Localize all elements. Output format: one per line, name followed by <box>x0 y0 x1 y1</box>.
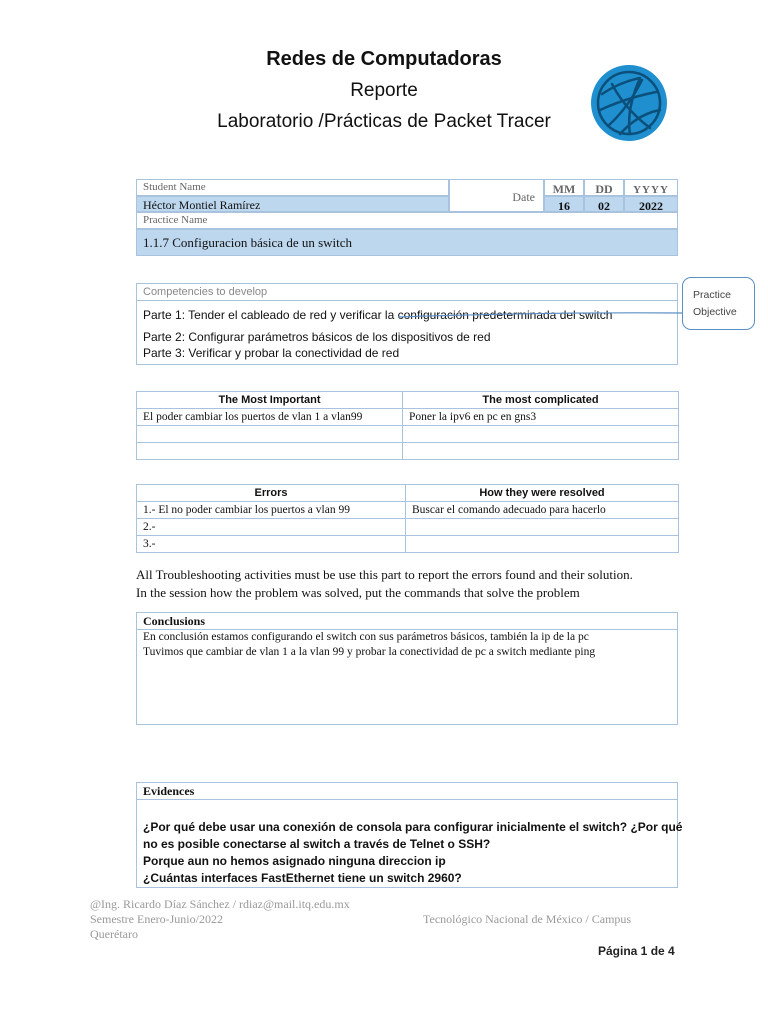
important-table <box>136 391 679 460</box>
column-header: Errors <box>137 485 406 502</box>
table-row <box>137 443 679 460</box>
evidence-line: no es posible conectarse al switch a través de Telnet o SSH? <box>143 837 491 851</box>
month-value: 16 <box>558 199 570 213</box>
table-row <box>137 502 679 519</box>
table-cell: Poner la ipv6 en pc en gns3 <box>403 409 679 426</box>
table-cell <box>137 443 403 460</box>
conclusion-line: Tuvimos que cambiar de vlan 1 a la vlan 99 y probar la conectividad de pc a switch mediante ping <box>143 646 596 658</box>
year-label: YYYY <box>633 184 669 196</box>
practice-name-cell <box>136 229 678 256</box>
student-name-value: Héctor Montiel Ramírez <box>143 198 261 212</box>
troubleshooting-note: All Troubleshooting activities must be use this part to report the errors found and their solution. <box>136 567 633 582</box>
date-label-cell <box>449 179 544 212</box>
table-cell <box>137 426 403 443</box>
conclusions-box <box>136 612 678 725</box>
student-info-table <box>136 179 678 256</box>
competency-line: Parte 3: Verificar y probar la conectividad de red <box>143 346 400 360</box>
table-row <box>137 409 679 426</box>
month-label: MM <box>552 182 576 196</box>
troubleshooting-note: In the session how the problem was solved, put the commands that solve the problem <box>136 585 580 600</box>
table-cell: El poder cambiar los puertos de vlan 1 a vlan99 <box>137 409 403 426</box>
footer-author: @Ing. Ricardo Díaz Sánchez / rdiaz@mail.itq.edu.mx <box>90 897 350 911</box>
conclusions-label: Conclusions <box>137 613 677 630</box>
lab-title: Laboratorio /Prácticas de Packet Tracer <box>217 111 551 132</box>
footer-city: Querétaro <box>90 927 138 941</box>
day-label-cell <box>584 179 624 196</box>
conclusion-line: En conclusión estamos configurando el switch con sus parámetros básicos, también la ip de la pc <box>143 631 589 643</box>
document-title: Redes de Computadoras <box>266 48 502 70</box>
student-name-label: Student Name <box>143 181 206 193</box>
network-globe-logo-icon <box>590 64 668 142</box>
table-cell: Buscar el comando adecuado para hacerlo <box>406 502 679 519</box>
year-label-cell <box>624 179 678 196</box>
table-header-row <box>137 392 679 409</box>
evidence-line: ¿Por qué debe usar una conexión de consola para configurar inicialmente el switch? ¿Por qué <box>143 820 683 834</box>
column-header: How they were resolved <box>406 485 679 502</box>
callout-connector-line <box>395 303 685 323</box>
competency-line: Parte 1: Tender el cableado de red y verificar la configuración predeterminada del switch <box>143 308 613 322</box>
table-cell <box>406 536 679 553</box>
date-label: Date <box>512 190 535 204</box>
year-cell <box>624 196 678 212</box>
month-label-cell <box>544 179 584 196</box>
practice-label-cell <box>136 212 678 229</box>
footer-semester: Semestre Enero-Junio/2022 <box>90 912 223 926</box>
competency-line: Parte 2: Configurar parámetros básicos de los dispositivos de red <box>143 330 491 344</box>
table-cell <box>403 426 679 443</box>
table-cell <box>403 443 679 460</box>
table-row <box>137 519 679 536</box>
callout-line: Practice <box>693 289 731 301</box>
year-value: 2022 <box>639 199 663 213</box>
day-label: DD <box>595 182 613 196</box>
column-header: The Most Important <box>137 392 403 409</box>
month-cell <box>544 196 584 212</box>
evidences-box <box>136 782 683 888</box>
practice-name-label: Practice Name <box>143 214 208 226</box>
table-cell: 3.- <box>137 536 406 553</box>
day-value: 02 <box>598 199 610 213</box>
competencies-label: Competencies to develop <box>137 284 677 301</box>
evidence-line: Porque aun no hemos asignado ninguna direccion ip <box>143 854 446 868</box>
table-row <box>137 536 679 553</box>
table-cell <box>406 519 679 536</box>
column-header: The most complicated <box>403 392 679 409</box>
document-subtitle: Reporte <box>350 80 418 101</box>
evidences-label: Evidences <box>137 783 677 800</box>
table-cell: 2.- <box>137 519 406 536</box>
table-row <box>137 426 679 443</box>
evidence-line: ¿Cuántas interfaces FastEthernet tiene un switch 2960? <box>143 871 462 885</box>
footer-institution: Tecnológico Nacional de México / Campus <box>423 912 632 926</box>
table-header-row <box>137 485 679 502</box>
student-name-cell <box>136 196 449 212</box>
practice-objective-callout <box>682 277 755 330</box>
callout-line: Objective <box>693 306 737 318</box>
competencies-box <box>136 283 678 365</box>
table-cell: 1.- El no poder cambiar los puertos a vlan 99 <box>137 502 406 519</box>
practice-name-value: 1.1.7 Configuracion básica de un switch <box>143 235 353 250</box>
errors-table <box>136 484 679 553</box>
day-cell <box>584 196 624 212</box>
page-number: Página 1 de 4 <box>598 944 675 958</box>
student-name-label-cell <box>136 179 449 196</box>
